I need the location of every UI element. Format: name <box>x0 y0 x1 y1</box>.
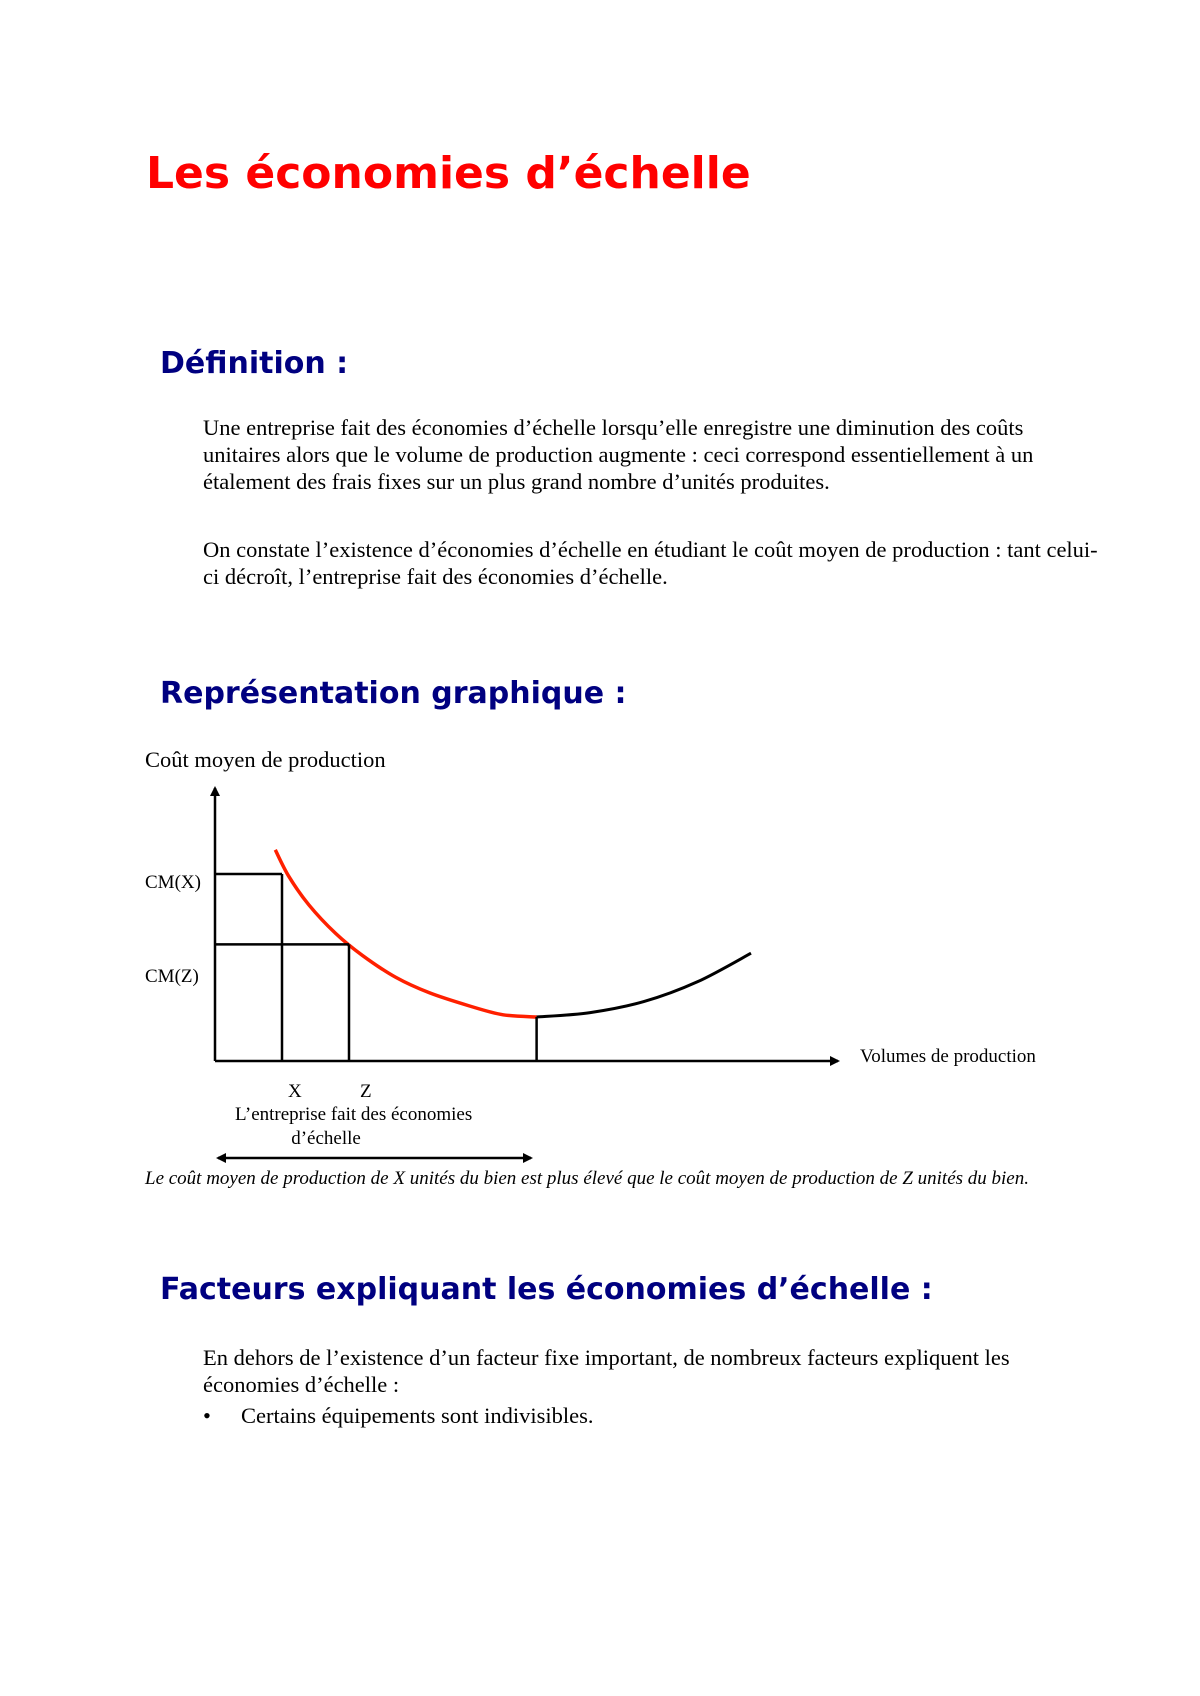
economies-annotation: L’entreprise fait des économies d’échelle <box>235 1104 473 1149</box>
facteurs-list <box>203 1402 593 1429</box>
definition-paragraph-2: On constate l’existence d’économies d’échelle en étudiant le coût moyen de production : tant celui-ci décroît, l’entreprise fait des économies d’échelle. <box>203 537 1098 589</box>
representation-heading: Représentation graphique : <box>160 676 627 711</box>
series-line-increasing <box>537 953 751 1017</box>
chart-x-axis-label: Volumes de production <box>860 1046 1036 1067</box>
tick-label-cm-z: CM(Z) <box>145 966 199 987</box>
definition-heading: Définition : <box>160 346 349 381</box>
tick-label-cm-x: CM(X) <box>145 872 201 893</box>
tick-label-x: X <box>288 1081 302 1102</box>
definition-paragraph-1: Une entreprise fait des économies d’échelle lorsqu’elle enregistre une diminution des coûts unitaires alors que le volume de production augmente : ceci correspond essentiellement à un étalement des frais fixes sur un plus grand nombre d’unités produites. <box>203 415 1034 494</box>
facteurs-intro: En dehors de l’existence d’un facteur fixe important, de nombreux facteurs expliquent les économies d’échelle : <box>203 1345 1010 1397</box>
tick-label-z: Z <box>360 1081 372 1102</box>
chart-caption: Le coût moyen de production de X unités du bien est plus élevé que le coût moyen de production de Z unités du bien. <box>145 1168 1029 1189</box>
list-item: • Certains équipements sont indivisibles. <box>203 1402 593 1429</box>
facteurs-heading: Facteurs expliquant les économies d’échelle : <box>160 1272 933 1307</box>
series-line-decreasing <box>275 850 536 1017</box>
chart-y-axis-label: Coût moyen de production <box>145 747 386 772</box>
page-title: Les économies d’échelle <box>146 148 751 199</box>
